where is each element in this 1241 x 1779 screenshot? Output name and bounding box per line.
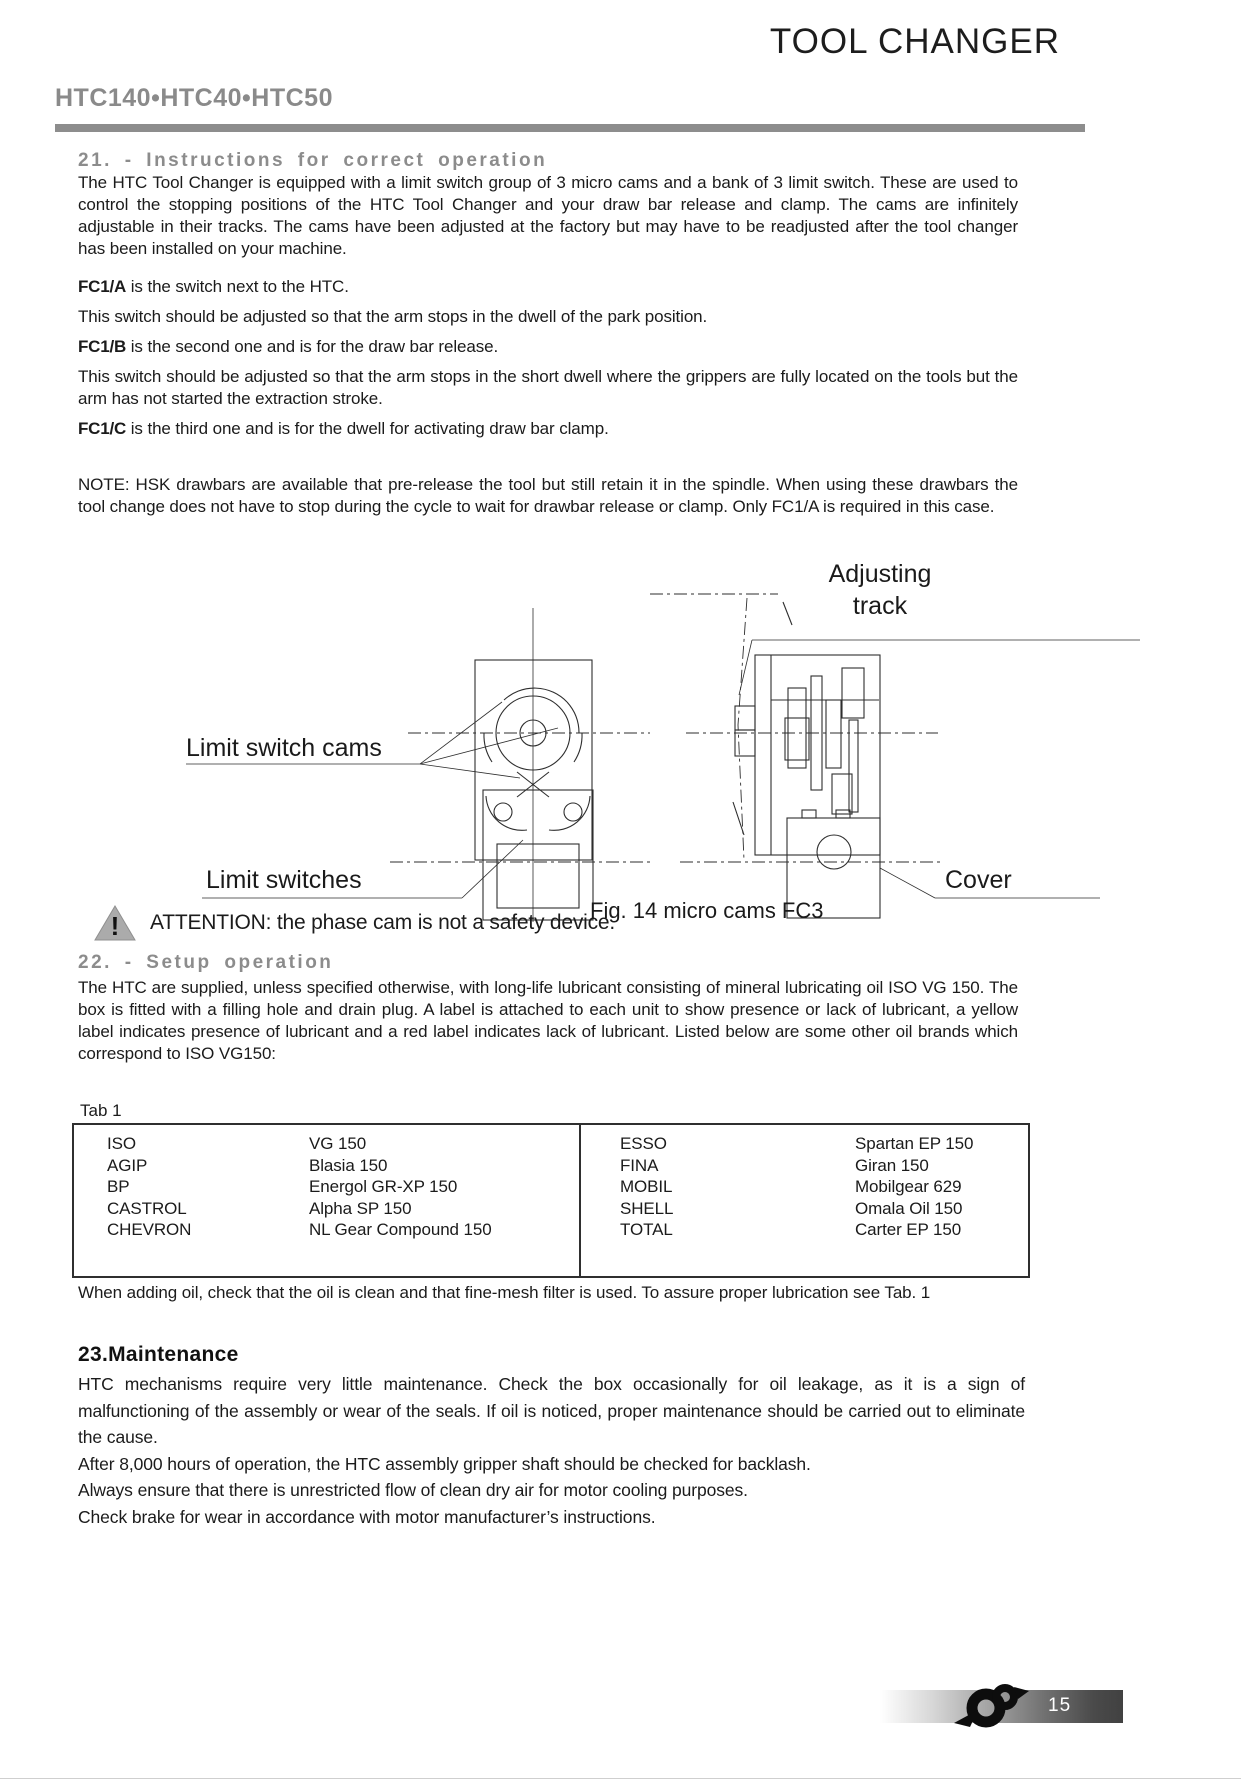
brand-cell: BP (107, 1177, 130, 1196)
switch-cutout-left (486, 796, 527, 830)
brand-cell: FINA (620, 1155, 659, 1175)
cam-lobe-arc-top (504, 688, 567, 702)
figure-micro-cams (90, 550, 1180, 935)
switch-screw-left (494, 803, 512, 821)
table-label: Tab 1 (80, 1101, 122, 1120)
fc1a-description: This switch should be adjusted so that the arm stops in the dwell of the park position. (78, 307, 708, 326)
oil-cell: NL Gear Compound 150 (309, 1220, 492, 1239)
oil-cell: Energol GR-XP 150 (309, 1177, 458, 1196)
label-adjusting-track-line1: Adjusting (828, 560, 932, 588)
fc1b-line: FC1/B is the second one and is for the draw bar release. (78, 337, 499, 356)
maintenance-block (78, 1371, 1025, 1530)
section-22-body: The HTC are supplied, unless specified otherwise, with long-life lubricant consisting of mineral lubricating oil ISO VG 150. The box is fitted with a filling hole and drain plug. A label is attached to each unit to show presence or lack of lubricant, a yellow label indicates presence of lubricant and a red label indicates lack of lubricant. Listed below are some other oil brands which correspond to ISO VG150: (78, 978, 1018, 1063)
oil-cell: Carter EP 150 (855, 1220, 962, 1239)
page-title: TOOL CHANGER (769, 22, 1060, 61)
page-number: 15 (1048, 1695, 1072, 1716)
micro-cam-4-stem (849, 720, 858, 812)
track-housing-outline (755, 655, 880, 855)
cam-lobe-arc-right (567, 702, 579, 733)
brand-cell: CASTROL (107, 1198, 187, 1218)
leader-cover (880, 868, 935, 898)
leader-cams-3 (420, 764, 520, 778)
brand-cell: ISO (107, 1134, 136, 1153)
header-rule (55, 124, 1085, 132)
section-21-intro: The HTC Tool Changer is equipped with a limit switch group of 3 micro cams and a bank of 3 limit switch. These are used to control the stopping positions of the HTC Tool Changer and your draw bar release and clamp. The cams are infinitely adjustable in their tracks. The cams have been adjusted at the factory but may have to be readjusted after the tool changer has been installed on your machine. (78, 173, 1018, 258)
oil-cell: Alpha SP 150 (309, 1198, 412, 1218)
oil-cell: Blasia 150 (309, 1155, 388, 1175)
cam-lobe-arc-left (484, 733, 492, 762)
oil-cell: VG 150 (309, 1134, 367, 1153)
table-row (107, 1155, 569, 1177)
attention-row (93, 904, 615, 942)
brand-cell: SHELL (620, 1198, 674, 1218)
brand-cell: ESSO (620, 1134, 667, 1153)
section-21-heading: 21. - Instructions for correct operation (78, 150, 548, 171)
maintenance-paragraph: HTC mechanisms require very little maintenance. Check the box occasionally for oil leakage, as it is a sign of malfunctioning of the assembly or wear of the seals. If oil is noticed, proper maintenance should be carried out to eliminate the cause. (78, 1374, 1025, 1447)
leader-switches (462, 840, 523, 898)
label-limit-switches: Limit switches (206, 866, 362, 894)
micro-cam-3 (826, 700, 841, 768)
table-left-half (74, 1125, 579, 1241)
table-row (107, 1176, 569, 1198)
oil-cell: Omala Oil 150 (855, 1198, 963, 1218)
label-cover: Cover (945, 866, 1012, 894)
figure-caption: Fig. 14 micro cams FC3 (590, 898, 824, 923)
brand-cell: TOTAL (620, 1220, 673, 1239)
warning-triangle-icon (93, 904, 137, 942)
fc1a-line: FC1/A is the switch next to the HTC. (78, 277, 349, 296)
micro-cam-4 (842, 668, 864, 718)
table-row (620, 1176, 1018, 1198)
oil-brands-table (72, 1123, 1030, 1278)
warning-exclamation: ! (110, 911, 120, 941)
table-row (107, 1133, 569, 1155)
cam-lobe-arc-bottom (574, 733, 582, 762)
after-table-note: When adding oil, check that the oil is clean and that fine-mesh filter is used. To assure proper lubrication see Tab. 1 (78, 1283, 931, 1302)
fc1c-label: FC1/C (78, 419, 127, 438)
brand-logo-icon (950, 1681, 1034, 1731)
limit-switch-box (483, 790, 593, 920)
limit-switch-box-inner (497, 844, 579, 908)
fc1a-label: FC1/A (78, 277, 127, 296)
table-row (620, 1133, 1018, 1155)
fc1b-label: FC1/B (78, 337, 127, 356)
brand-cell: AGIP (107, 1155, 148, 1175)
oil-cell: Mobilgear 629 (855, 1177, 962, 1196)
cover-notch-left (802, 810, 816, 818)
table-row (107, 1219, 569, 1241)
footer-bar (880, 1690, 1123, 1723)
attention-text: ATTENTION: the phase cam is not a safety device. (150, 911, 616, 934)
table-row (620, 1198, 1018, 1220)
break-tick-top (783, 602, 792, 625)
fc1c-line: FC1/C is the third one and is for the dwell for activating draw bar clamp. (78, 419, 609, 438)
micro-cam-1-block (785, 718, 809, 760)
brand-cell: MOBIL (620, 1177, 673, 1196)
note-paragraph: NOTE: HSK drawbars are available that pre-release the tool but still retain it in the spindle. When using these drawbars the tool change does not have to stop during the cycle to wait for drawbar release or clamp. Only FC1/A is required in this case. (78, 475, 1018, 516)
fc1b-description: This switch should be adjusted so that the arm stops in the short dwell where the grippers are fully located on the tools but the arm has not started the extraction stroke. (78, 367, 1018, 408)
switch-cutout-right (549, 796, 590, 830)
section-22-heading: 22. - Setup operation (78, 952, 334, 973)
table-row (620, 1155, 1018, 1177)
switch-screw-right (564, 803, 582, 821)
model-codes: HTC140•HTC40•HTC50 (55, 84, 333, 112)
mount-lug-lower (735, 730, 755, 756)
maintenance-line: Check brake for wear in accordance with motor manufacturer’s instructions. (78, 1506, 656, 1527)
label-limit-switch-cams: Limit switch cams (186, 734, 382, 762)
maintenance-line: After 8,000 hours of operation, the HTC assembly gripper shaft should be checked for backlash. (78, 1453, 811, 1474)
brand-cell: CHEVRON (107, 1220, 192, 1239)
oil-cell: Giran 150 (855, 1155, 929, 1175)
cover-hole (817, 835, 851, 869)
section-23-heading: 23.Maintenance (78, 1343, 239, 1366)
table-row (620, 1219, 1018, 1241)
table-row (107, 1198, 569, 1220)
leader-adjusting (739, 640, 752, 695)
cam-housing-outline (475, 660, 592, 860)
label-adjusting-track-line2: track (852, 592, 908, 620)
table-right-half (581, 1125, 1028, 1241)
oil-cell: Spartan EP 150 (855, 1134, 974, 1153)
maintenance-line: Always ensure that there is unrestricted flow of clean dry air for motor cooling purposes. (78, 1480, 748, 1500)
